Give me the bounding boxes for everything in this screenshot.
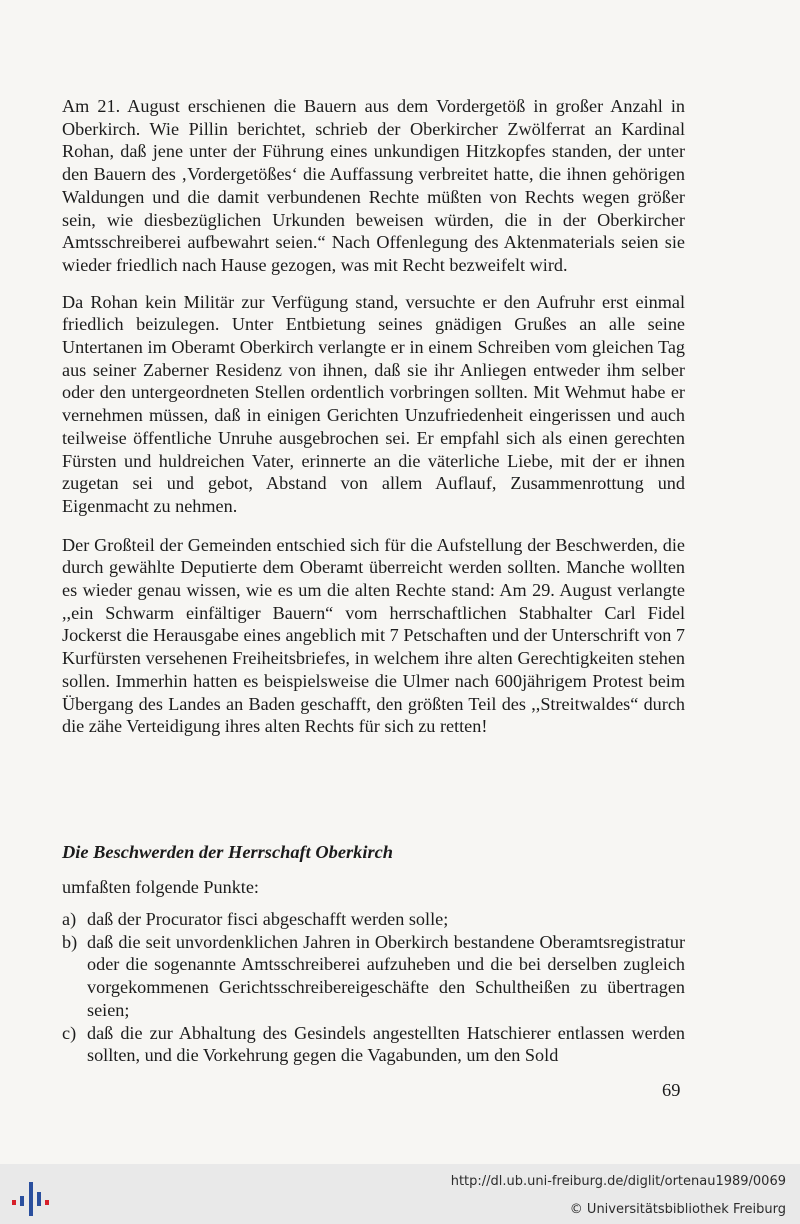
list-item (62, 931, 685, 1022)
list-marker: a) (62, 909, 77, 929)
university-library-logo-icon (10, 1178, 54, 1218)
list-item-text: daß der Procurator fisci abgeschafft werden solle; (87, 909, 449, 929)
paragraph-1: Am 21. August erschienen die Bauern aus dem Vordergetöß in großer Anzahl in Oberkirch. Wie Pillin berichtet, schrieb der Oberkircher Zwölferrat an Kardinal Rohan, daß jene unter der Führung eines unkundigen Hitzkopfes standen, der unter den Bauern des ‚Vordergetößes‘ die Auffassung verbreitet hatte, die ihnen gehörigen Waldungen und die damit verbundenen Rechte müßten von Rechts wegen größer sein, wie diesbezüglichen Urkunden beweisen würden, die in der Oberkircher Amtsschreiberei aufbewahrt seien.“ Nach Offenlegung des Aktenmaterials seien sie wieder friedlich nach Hause gezogen, was mit Recht bezweifelt wird. (62, 96, 685, 275)
page-number: 69 (662, 1080, 681, 1100)
list-item (62, 1022, 685, 1067)
complaint-list (62, 908, 685, 1067)
list-item-text: daß die zur Abhaltung des Gesindels angestellten Hatschierer entlassen werden sollten, und die Vorkehrung gegen die Vagabunden, um den Sold (87, 1022, 685, 1066)
document-body (62, 95, 685, 754)
section-heading: Die Beschwerden der Herrschaft Oberkirch (62, 842, 394, 862)
footer-bar (0, 1164, 800, 1224)
source-url-link[interactable]: http://dl.ub.uni-freiburg.de/diglit/ortenau1989/0069 (450, 1174, 786, 1189)
list-marker: c) (62, 1022, 77, 1043)
section-intro: umfaßten folgende Punkte: (62, 877, 259, 897)
copyright-text: © Universitätsbibliothek Freiburg (569, 1202, 786, 1217)
paragraph-2: Da Rohan kein Militär zur Verfügung stand, versuchte er den Aufruhr erst einmal friedlich beizulegen. Unter Entbietung seines gnädigen Grußes an alle seine Untertanen im Oberamt Oberkirch verlangte er in einem Schreiben vom gleichen Tag aus seiner Zaberner Residenz von ihnen, daß sie ihr Anliegen entweder ihm selber oder den untergeordneten Stellen ordentlich vorbringen sollten. Mit Wehmut habe er vernehmen müssen, daß in einigen Gerichten Unzufriedenheit eingerissen und auch teilweise öffentliche Unruhe ausgebrochen sei. Er empfahl sich als einen gerechten Fürsten und huldreichen Vater, erinnerte an die väterliche Liebe, mit der er ihnen zugetan sei und gebot, Abstand von allem Auflauf, Zusammenrottung und Eigenmacht zu nehmen. (62, 291, 685, 516)
list-item-text: daß die seit unvordenklichen Jahren in Oberkirch bestandene Oberamtsregistratur oder die sogenannte Amtsschreiberei aufzuheben und die bei derselben zugleich vorgekommenen Gerichtsschreibereigeschäfte den Schultheißen zu übertragen seien; (87, 931, 685, 1020)
paragraph-3: Der Großteil der Gemeinden entschied sich für die Aufstellung der Beschwerden, die durch gewählte Deputierte dem Oberamt überreicht werden sollten. Manche wollten es wieder genau wissen, wie es um die alten Rechte stand: Am 29. August verlangte ,,ein Schwarm einfältiger Bauern“ vom herrschaftlichen Stabhalter Carl Fidel Jockerst die Herausgabe eines angeblich mit 7 Petschaften und der Unterschrift von 7 Kurfürsten versehenen Freiheitsbriefes, in welchem ihre alten Gerechtigkeiten stehen sollen. Immerhin hatten es beispielsweise die Ulmer nach 600jährigem Protest beim Übergang des Landes an Baden geschafft, den größten Teil des ,,Streitwaldes“ durch die zähe Verteidigung ihres alten Rechts für sich zu retten! (62, 534, 685, 737)
list-marker: b) (62, 931, 78, 952)
list-item (62, 908, 685, 931)
